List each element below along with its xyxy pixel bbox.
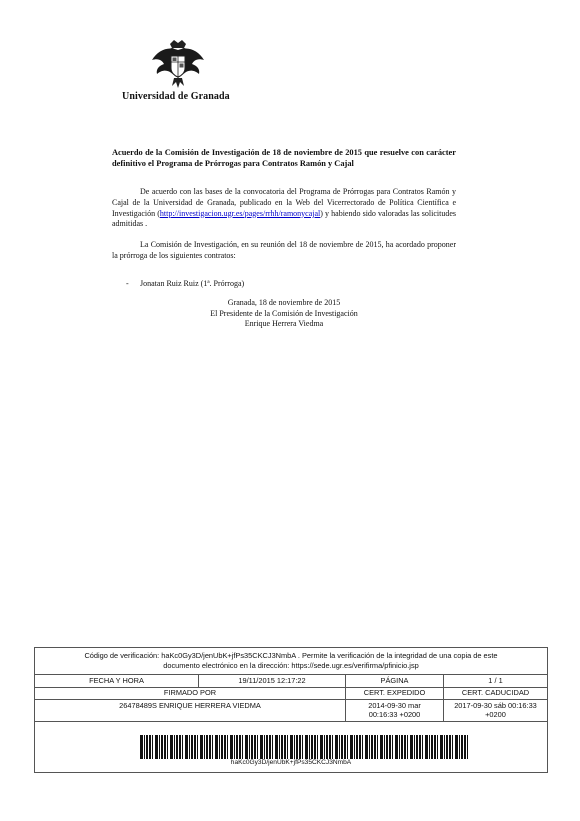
cert-caducidad-value [444,699,547,721]
signer-name: 26478489S ENRIQUE HERRERA VIEDMA [35,699,346,721]
bullet-marker: - [126,279,129,288]
barcode-icon [140,735,470,759]
sign-place-date: Granada, 18 de noviembre de 2015 [227,298,341,307]
pagina-label: PÁGINA [346,675,444,687]
cert-caducidad-line1: 2017-09-30 sáb 00:16:33 [454,701,537,710]
fecha-hora-value: 19/11/2015 12:17:22 [199,675,346,687]
paragraph-bases [112,187,456,230]
paragraph-comision: La Comisión de Investigación, en su reunión del 18 de noviembre de 2015, ha acordado proponer la prórroga de los siguientes contratos: [112,240,456,260]
verification-row-signer [35,699,547,722]
barcode-text: haKc0Gy3D/jenUbK+jfPs35CKCJ3NmbA [230,759,352,766]
cert-expedido-line2: 00:16:33 +0200 [368,710,421,719]
pagina-value: 1 / 1 [488,676,503,685]
fecha-hora-label: FECHA Y HORA [35,675,199,687]
barcode-area [35,721,547,772]
verification-box [34,647,548,773]
sign-role: El Presidente de la Comisión de Investigación [210,308,358,318]
cert-expedido-line1: 2014-09-30 mar [368,701,421,710]
sign-name: Enrique Herrera Viedma [244,319,324,328]
firmado-por-label: FIRMADO POR [35,687,346,699]
signature-block [160,298,408,330]
cert-expedido-label: CERT. EXPEDIDO [346,687,444,699]
cert-expedido-value [346,699,444,721]
university-name: Universidad de Granada [122,91,230,102]
verification-code-line1: Código de verificación: haKc0Gy3D/jenUbK+jfPs35CKCJ3NmbA . Permite la verificación de la integridad de una copia de este [84,651,498,660]
verification-code-row [35,648,547,675]
document-title: Acuerdo de la Comisión de Investigación de 18 de noviembre de 2015 que resuelve con carácter definitivo el Programa de Prórrogas para Contratos Ramón y Cajal [112,148,456,168]
ramon-y-cajal-link[interactable]: http://investigacion.ugr.es/pages/rrhh/ramonycajal [159,208,321,218]
university-coat-of-arms-icon [148,38,208,92]
cert-caducidad-label: CERT. CADUCIDAD [461,688,530,697]
verification-code-line2: documento electrónico en la dirección: https://sede.ugr.es/verifirma/pfinicio.jsp [163,661,419,670]
contract-list-item [126,278,244,289]
cert-caducidad-line2: +0200 [485,710,506,719]
paragraph-bases-text-start: De acuerdo con las bases de la convocatoria del Programa de Prórrogas para Contratos Ramón y Cajal de la Universidad de Granada, publicado en la Web del Vicerrectorado de Política Científica e Investigación ( [112,187,456,218]
contract-list-item-text: Jonatan Ruiz Ruiz (1ª. Prórroga) [140,279,245,288]
paragraph-bases-text-end: ) y habiendo sido valoradas las solicitudes admitidas . [112,208,456,229]
